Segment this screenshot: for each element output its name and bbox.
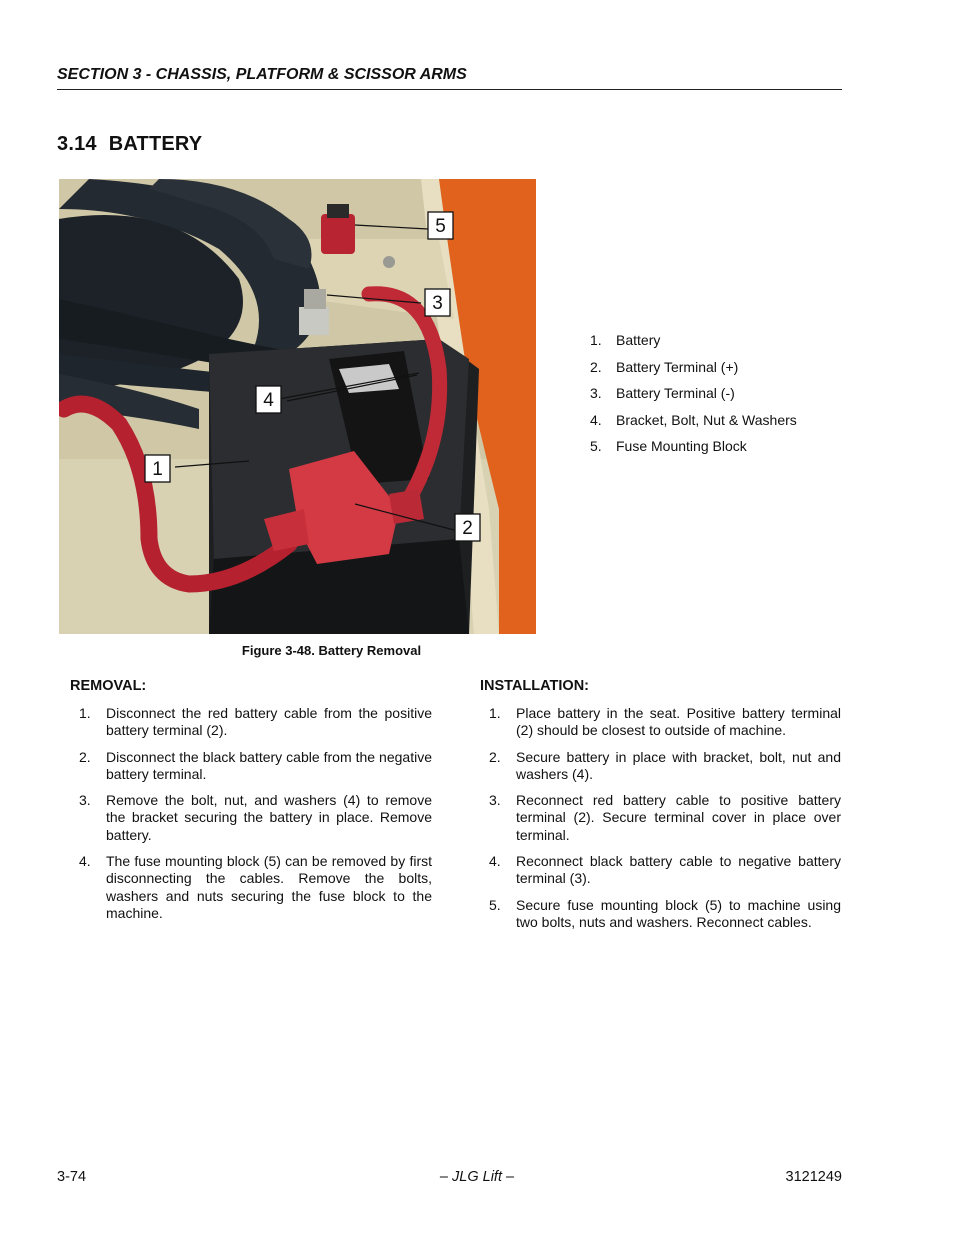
page-number: 3-74: [57, 1169, 87, 1185]
callout-5: 5: [435, 216, 446, 237]
section-title-text: BATTERY: [108, 133, 203, 155]
callout-4: 4: [263, 390, 274, 411]
installation-heading: INSTALLATION:: [480, 678, 589, 694]
legend-item: 1. Battery: [590, 332, 661, 348]
figure-caption: Figure 3-48. Battery Removal: [241, 643, 422, 658]
legend-item: 2. Battery Terminal (+): [590, 358, 739, 375]
figure-legend: [590, 327, 797, 460]
section-header: SECTION 3 - CHASSIS, PLATFORM & SCISSOR ARMS: [57, 66, 842, 90]
list-item: 1. Place battery in the seat. Positive battery terminal (2) should be closest to outside of machine.: [489, 705, 841, 739]
removal-steps: [79, 705, 432, 931]
legend-item: 5. Fuse Mounting Block: [590, 438, 747, 454]
page-title: [57, 133, 202, 156]
legend-item: 4. Bracket, Bolt, Nut & Washers: [590, 411, 797, 428]
list-item: 3. Reconnect red battery cable to positive battery terminal (2). Secure terminal cover in place over terminal.: [489, 792, 841, 843]
section-number: 3.14: [57, 133, 97, 155]
callout-3: 3: [432, 293, 443, 314]
document-number: 3121249: [785, 1169, 842, 1185]
list-item: 2. Secure battery in place with bracket, bolt, nut and washers (4).: [489, 748, 841, 782]
callout-1: 1: [152, 459, 163, 480]
list-item: 1. Disconnect the red battery cable from the positive battery terminal (2).: [79, 705, 432, 739]
legend-item: 3. Battery Terminal (-): [590, 385, 735, 401]
footer-brand: – JLG Lift –: [439, 1169, 515, 1185]
list-item: 5. Secure fuse mounting block (5) to machine using two bolts, nuts and washers. Reconnect cables.: [489, 896, 841, 930]
list-item: 4. Reconnect black battery cable to negative battery terminal (3).: [489, 853, 841, 887]
list-item: 4. The fuse mounting block (5) can be removed by first disconnecting the cables. Remove the bolts, washers and nuts securing the fuse block to the machine.: [79, 853, 432, 921]
callout-2: 2: [462, 518, 473, 539]
installation-steps: [489, 705, 841, 940]
removal-heading: REMOVAL:: [70, 678, 147, 694]
list-item: 3. Remove the bolt, nut, and washers (4) to remove the bracket securing the battery in place. Remove battery.: [79, 792, 432, 843]
battery-photo: [59, 179, 536, 634]
battery-photo-illustration: [59, 179, 536, 634]
list-item: 2. Disconnect the black battery cable from the negative battery terminal.: [79, 748, 432, 782]
